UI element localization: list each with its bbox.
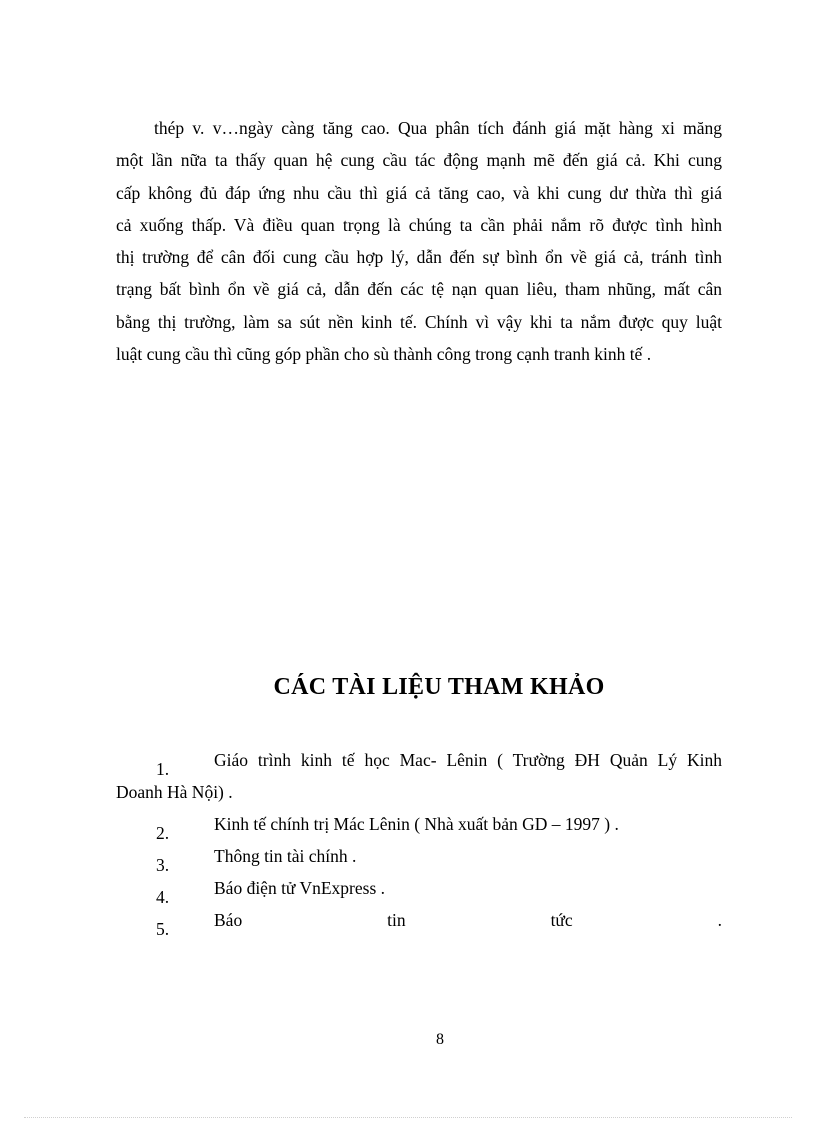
paragraph-line: bằng thị trường, làm sa sút nền kinh tế. Chính vì vậy khi ta nắm được quy luật (116, 311, 722, 332)
reference-word: Báo (214, 910, 243, 930)
reference-number: 1. (156, 759, 170, 779)
references-heading: CÁC TÀI LIỆU THAM KHẢO (273, 674, 605, 700)
reference-word: tin (387, 910, 406, 930)
paragraph-line: thép v. v…ngày càng tăng cao. Qua phân tích đánh giá mặt hàng xi măng (154, 118, 722, 138)
body-paragraph (116, 112, 722, 370)
footer-divider (24, 1117, 792, 1118)
reference-word: . (717, 910, 722, 930)
reference-text (214, 910, 722, 931)
paragraph-line: một lần nữa ta thấy quan hệ cung cầu tác động mạnh mẽ đến giá cả. Khi cung (116, 150, 722, 171)
reference-number: 5. (156, 919, 170, 939)
paragraph-line: thị trường để cân đối cung cầu hợp lý, dẫn đến sự bình ổn về giá cả, tránh tình (116, 247, 722, 268)
reference-item (116, 878, 722, 907)
paragraph-line: luật cung cầu thì cũng góp phần cho sù thành công trong cạnh tranh kinh tế . (116, 344, 652, 365)
reference-number: 3. (156, 855, 170, 875)
reference-word: tức (550, 910, 573, 930)
reference-item (116, 814, 722, 843)
reference-item (116, 910, 722, 939)
reference-item (116, 846, 722, 875)
reference-text: Giáo trình kinh tế học Mac- Lênin ( Trường ĐH Quản Lý Kinh (214, 750, 722, 770)
reference-text: Báo điện tử VnExpress . (214, 878, 386, 898)
reference-text-continuation: Doanh Hà Nội) . (116, 782, 233, 802)
paragraph-line: cả xuống thấp. Và điều quan trọng là chúng ta cần phải nắm rõ được tình hình (116, 214, 722, 235)
paragraph-line: trạng bất bình ổn về giá cả, dẫn đến các tệ nạn quan liêu, tham nhũng, mất cân (116, 279, 722, 300)
reference-text: Kinh tế chính trị Mác Lênin ( Nhà xuất bản GD – 1997 ) . (214, 814, 619, 834)
page-number: 8 (436, 1031, 444, 1048)
reference-item (116, 750, 722, 802)
paragraph-line: cấp không đủ đáp ứng nhu cầu thì giá cả tăng cao, và khi cung dư thừa thì giá (116, 182, 722, 203)
reference-text: Thông tin tài chính . (214, 846, 357, 866)
reference-number: 4. (156, 887, 170, 907)
reference-number: 2. (156, 823, 170, 843)
